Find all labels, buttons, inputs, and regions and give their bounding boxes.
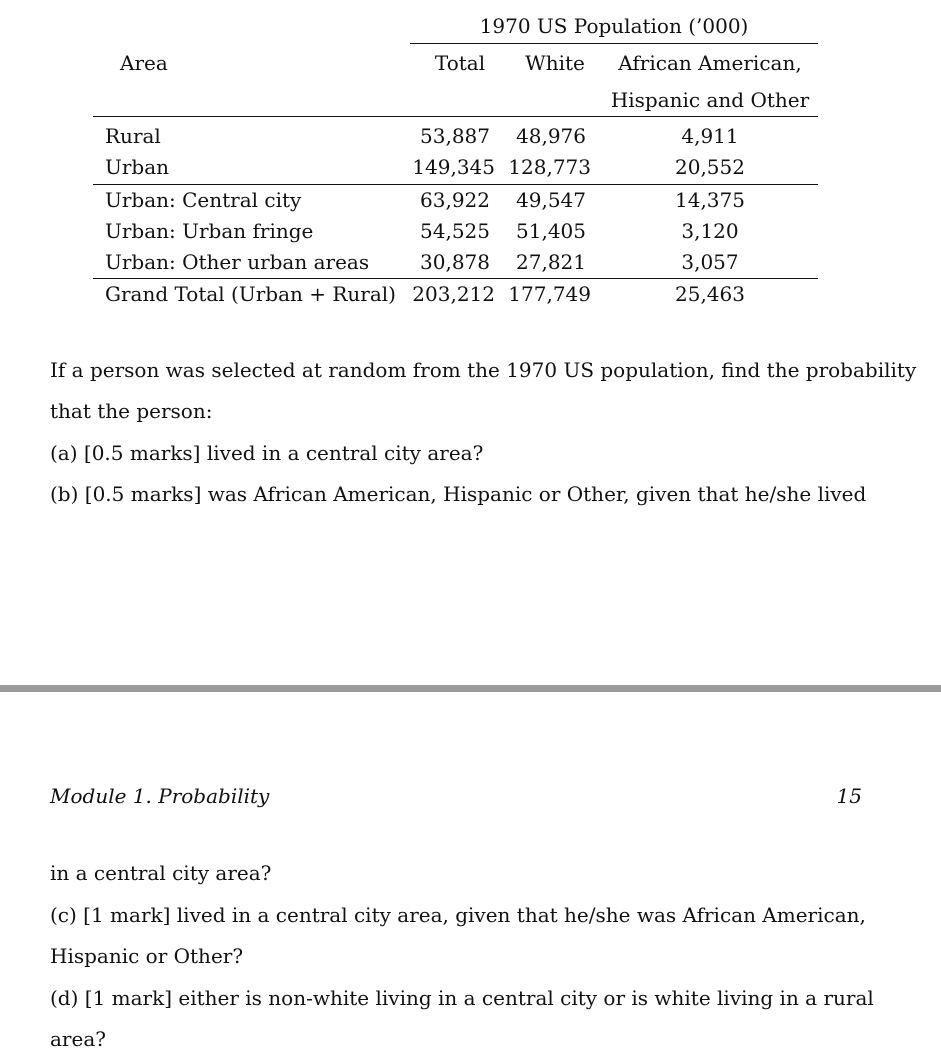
table-cell-other: 25,463 (675, 282, 745, 306)
table-cell-other: 3,057 (681, 250, 739, 274)
table-cell-area: Urban: Urban fringe (105, 219, 314, 243)
question-part-d-line1: (d) [1 mark] either is non-white living in a central city or is white living in a rural (50, 986, 874, 1010)
table-cell-area: Urban: Other urban areas (105, 250, 370, 274)
question-part-d-line2: area? (50, 1027, 106, 1051)
table-cell-white: 48,976 (516, 124, 586, 148)
question-intro-line2: that the person: (50, 399, 213, 423)
question-intro-line1: If a person was selected at random from the 1970 US population, find the probability (50, 358, 917, 382)
table-cell-other: 14,375 (675, 188, 745, 212)
question-part-a: (a) [0.5 marks] lived in a central city area? (50, 441, 484, 465)
table-cell-white: 128,773 (508, 155, 591, 179)
group-header-rule (410, 43, 818, 44)
table-cell-other: 20,552 (675, 155, 745, 179)
header-rule (93, 116, 818, 117)
page-separator (0, 685, 941, 692)
table-cell-white: 177,749 (508, 282, 591, 306)
mid-rule (93, 184, 818, 185)
table-cell-white: 49,547 (516, 188, 586, 212)
page-number: 15 (836, 784, 862, 808)
table-cell-other: 3,120 (681, 219, 739, 243)
table-cell-area: Urban: Central city (105, 188, 302, 212)
table-cell-white: 27,821 (516, 250, 586, 274)
total-rule (93, 278, 818, 279)
header-white: White (525, 51, 585, 75)
table-cell-total: 203,212 (412, 282, 495, 306)
table-cell-area: Grand Total (Urban + Rural) (105, 282, 396, 306)
table-cell-total: 53,887 (420, 124, 490, 148)
table-cell-total: 30,878 (420, 250, 490, 274)
table-cell-white: 51,405 (516, 219, 586, 243)
table-group-header: 1970 US Population (’000) (479, 14, 749, 38)
header-total: Total (434, 51, 486, 75)
question-part-b-continued: in a central city area? (50, 861, 272, 885)
table-cell-other: 4,911 (681, 124, 739, 148)
question-part-c-line2: Hispanic or Other? (50, 944, 244, 968)
table-cell-total: 149,345 (412, 155, 495, 179)
table-cell-area: Rural (105, 124, 161, 148)
table-cell-area: Urban (105, 155, 170, 179)
header-other-line2: Hispanic and Other (610, 88, 810, 112)
module-title: Module 1. Probability (50, 784, 270, 808)
question-part-b: (b) [0.5 marks] was African American, Hispanic or Other, given that he/she lived (50, 482, 867, 506)
table-cell-total: 63,922 (420, 188, 490, 212)
question-part-c-line1: (c) [1 mark] lived in a central city area, given that he/she was African American, (50, 903, 866, 927)
table-cell-total: 54,525 (420, 219, 490, 243)
header-area: Area (120, 51, 168, 75)
header-other-line1: African American, (618, 51, 802, 75)
